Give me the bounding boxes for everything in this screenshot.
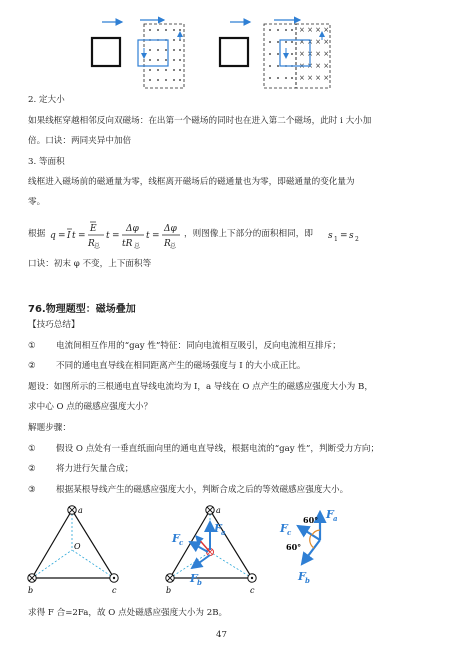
formula-line xyxy=(28,216,438,252)
label-O: O xyxy=(74,542,81,551)
bullet-1-mark: ① xyxy=(28,341,36,351)
formula-s2-sub: 2 xyxy=(355,236,359,243)
cross-row: × × × × xyxy=(299,50,330,58)
triangle-figure xyxy=(28,506,118,595)
label-b: b xyxy=(28,586,34,595)
cross-row: × × × × xyxy=(299,74,330,82)
step-1-text: 假设 O 点处有一垂直纸面向里的通电直导线，根据电流的“gay 性”，判断受力方向； xyxy=(56,444,380,454)
section-3-mnemonic: 口诀：初末 φ 不变，上下面积等 xyxy=(28,259,152,269)
section-3-paragraph-line1: 线框进入磁场前的磁通量为零，线框离开磁场后的磁通量也为零，即磁通量的变化量为 xyxy=(28,177,355,187)
triangle-force-figure xyxy=(166,506,256,595)
bullet-1-text: 电流间相互作用的“gay 性”特征：同向电流相互吸引，反向电流相互排斥； xyxy=(56,341,341,351)
formula-E: E xyxy=(90,224,97,234)
vec-label-Fb: F xyxy=(298,570,306,583)
svg-text:=: = xyxy=(78,231,86,241)
section-3-paragraph-line2: 零。 xyxy=(28,197,46,207)
label-Fc-sub: c xyxy=(179,538,184,547)
top-diagrams xyxy=(80,10,380,90)
label-Fb: F xyxy=(190,572,198,585)
formula-R2: R xyxy=(164,239,171,249)
formula-R2-sub: 总 xyxy=(170,243,177,250)
step-3-text: 根据某根导线产生的磁感应强度大小，判断合成之后的等效磁感应强度大小。 xyxy=(56,485,349,495)
step-2-text: 将力进行矢量合成； xyxy=(56,464,134,474)
formula-q: q xyxy=(50,231,56,241)
cross-row: × × × × xyxy=(299,26,330,34)
step-3-mark: ③ xyxy=(28,485,36,495)
label-Fa: F xyxy=(214,522,222,535)
formula-tR-sub: 总 xyxy=(134,243,141,250)
vector-diagram xyxy=(279,508,338,585)
step-1-mark: ① xyxy=(28,444,36,454)
vec-label-Fa: F xyxy=(326,508,334,521)
steps-heading: 解题步骤： xyxy=(28,423,71,433)
cross-marks xyxy=(299,26,329,82)
formula-dphi: Δφ xyxy=(126,224,139,234)
label-c: c xyxy=(112,586,117,595)
loop-figure-left xyxy=(92,20,184,88)
problem-line1: 题设：如图所示的三根通电直导线电流均为 I，a 导线在 O 点产生的磁感应强度大小为 B， xyxy=(28,382,373,392)
angle-60-bottom: 60° xyxy=(286,542,302,552)
cross-row: × × × × xyxy=(299,62,330,70)
vec-label-Fc-sub: c xyxy=(287,528,292,537)
cross-row: × × × × xyxy=(299,38,330,46)
formula-s1: s xyxy=(328,231,333,241)
label-a-2: a xyxy=(216,506,221,515)
svg-text:=: = xyxy=(112,231,120,241)
formula-t3: t xyxy=(146,231,150,241)
page-number: 47 xyxy=(216,630,227,640)
conclusion-text: 求得 F 合=2Fa，故 O 点处磁感应强度大小为 2B。 xyxy=(28,608,228,618)
bullet-2-text: 不同的通电直导线在相同距离产生的磁场强度与 I 的大小成正比。 xyxy=(56,361,306,371)
formula-tR: tR xyxy=(122,239,133,249)
formula-tail: ，则图像上下部分的面积相同，即 xyxy=(184,229,313,239)
formula-s2: s xyxy=(349,231,354,241)
bullet-2-mark: ② xyxy=(28,361,36,371)
svg-text:=: = xyxy=(58,231,66,241)
tips-heading: 【技巧总结】 xyxy=(28,320,80,330)
svg-text:=: = xyxy=(152,231,160,241)
formula-t2: t xyxy=(106,231,110,241)
formula-R-sub: 总 xyxy=(94,243,101,250)
angle-60-top: 60° xyxy=(303,515,319,525)
section-76-title: 76.物理题型：磁场叠加 xyxy=(28,304,136,315)
label-a: a xyxy=(78,506,83,515)
formula-t: t xyxy=(72,231,76,241)
vec-label-Fc: F xyxy=(280,522,288,535)
svg-text:=: = xyxy=(340,231,348,241)
label-Fb-sub: b xyxy=(197,578,202,587)
section-2-paragraph-line2: 倍。口诀：两同夹异中加倍 xyxy=(28,136,132,146)
label-Fa-sub: a xyxy=(221,528,226,537)
label-Fc: F xyxy=(172,532,180,545)
formula-lead: 根据 xyxy=(28,229,46,239)
section-2-paragraph-line1: 如果线框穿越相邻反向双磁场：在出第一个磁场的同时也在进入第二个磁场，此时 i 大小加 xyxy=(28,116,372,126)
section-3-heading: 3. 等面积 xyxy=(28,157,65,167)
formula-R: R xyxy=(88,239,95,249)
step-2-mark: ② xyxy=(28,464,36,474)
magnetic-field-figures xyxy=(20,500,440,605)
section-2-heading: 2. 定大小 xyxy=(28,95,65,105)
label-b-2: b xyxy=(166,586,172,595)
loop-figure-right xyxy=(220,20,330,88)
formula-dphi2: Δφ xyxy=(164,224,177,234)
formula-I: I xyxy=(67,231,71,241)
vec-label-Fa-sub: a xyxy=(333,514,338,523)
vec-label-Fb-sub: b xyxy=(305,576,310,585)
formula-s1-sub: 1 xyxy=(334,236,338,243)
formula-s-equality xyxy=(326,224,386,246)
label-c-2: c xyxy=(250,586,255,595)
problem-line2: 求中心 O 点的磁感应强度大小？ xyxy=(28,402,153,412)
